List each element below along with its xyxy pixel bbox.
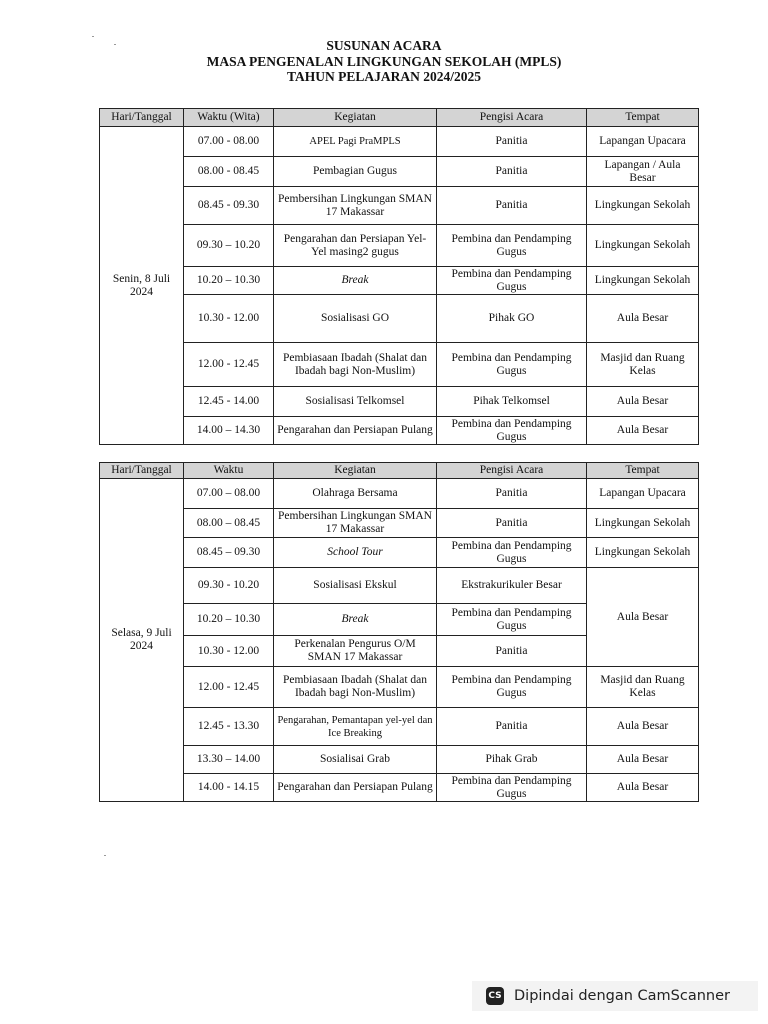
activity-cell: APEL Pagi PraMPLS (274, 127, 437, 157)
table-row (100, 667, 699, 708)
time-cell: 12.00 - 12.45 (184, 343, 274, 387)
document-heading (0, 38, 768, 85)
host-cell: Panitia (437, 479, 587, 509)
host-cell: Panitia (437, 708, 587, 746)
activity-cell: Perkenalan Pengurus O/M SMAN 17 Makassar (274, 636, 437, 667)
activity-cell: Pengarahan dan Persiapan Pulang (274, 417, 437, 445)
activity-cell: Pembiasaan Ibadah (Shalat dan Ibadah bagi Non-Muslim) (274, 667, 437, 708)
host-cell: Pembina dan Pendamping Gugus (437, 343, 587, 387)
time-cell: 12.00 - 12.45 (184, 667, 274, 708)
header-cell: Kegiatan (274, 463, 437, 479)
activity-cell (274, 708, 437, 746)
time-cell: 07.00 – 08.00 (184, 479, 274, 509)
watermark-text: Dipindai dengan CamScanner (514, 988, 731, 1004)
activity-cell: Sosialisasi GO (274, 295, 437, 343)
host-cell: Pihak GO (437, 295, 587, 343)
time-cell: 12.45 - 13.30 (184, 708, 274, 746)
time-cell: 10.30 - 12.00 (184, 636, 274, 667)
day-cell: Selasa, 9 Juli 2024 (100, 479, 184, 802)
time-cell: 09.30 - 10.20 (184, 568, 274, 604)
place-cell: Aula Besar (587, 417, 699, 445)
host-cell: Panitia (437, 509, 587, 538)
camscanner-watermark (472, 981, 758, 1011)
table-row (100, 568, 699, 604)
time-cell: 08.45 - 09.30 (184, 187, 274, 225)
place-cell: Lingkungan Sekolah (587, 225, 699, 267)
activity-cell: Sosialisai Grab (274, 746, 437, 774)
activity-cell: School Tour (274, 538, 437, 568)
place-cell: Aula Besar (587, 708, 699, 746)
host-cell: Pembina dan Pendamping Gugus (437, 604, 587, 636)
time-cell: 07.00 - 08.00 (184, 127, 274, 157)
activity-cell: Sosialisasi Ekskul (274, 568, 437, 604)
place-cell: Aula Besar (587, 295, 699, 343)
table-row (100, 538, 699, 568)
header-cell: Hari/Tanggal (100, 109, 184, 127)
time-cell: 10.20 – 10.30 (184, 604, 274, 636)
host-cell: Pembina dan Pendamping Gugus (437, 667, 587, 708)
host-cell: Pihak Grab (437, 746, 587, 774)
activity-cell: Olahraga Bersama (274, 479, 437, 509)
host-cell: Panitia (437, 127, 587, 157)
header-cell: Tempat (587, 463, 699, 479)
table-row (100, 479, 699, 509)
place-cell: Lingkungan Sekolah (587, 509, 699, 538)
table-row (100, 509, 699, 538)
time-cell: 13.30 – 14.00 (184, 746, 274, 774)
table-row (100, 708, 699, 746)
header-cell: Pengisi Acara (437, 109, 587, 127)
table-row (100, 746, 699, 774)
table-row (100, 157, 699, 187)
schedule-table-day-2 (99, 462, 699, 802)
host-cell: Panitia (437, 636, 587, 667)
host-cell: Ekstrakurikuler Besar (437, 568, 587, 604)
table-row (100, 127, 699, 157)
activity-cell: Sosialisasi Telkomsel (274, 387, 437, 417)
place-cell: Lapangan / Aula Besar (587, 157, 699, 187)
table-row (100, 295, 699, 343)
time-cell: 08.00 – 08.45 (184, 509, 274, 538)
host-cell: Pembina dan Pendamping Gugus (437, 538, 587, 568)
host-cell: Panitia (437, 157, 587, 187)
place-cell: Lingkungan Sekolah (587, 538, 699, 568)
header-cell: Waktu (184, 463, 274, 479)
time-cell: 08.45 – 09.30 (184, 538, 274, 568)
place-cell: Aula Besar (587, 774, 699, 802)
camscanner-logo-icon: CS (486, 987, 504, 1005)
place-cell: Masjid dan Ruang Kelas (587, 343, 699, 387)
time-cell: 08.00 - 08.45 (184, 157, 274, 187)
heading-line-3: TAHUN PELAJARAN 2024/2025 (286, 69, 481, 84)
place-cell: Lingkungan Sekolah (587, 187, 699, 225)
place-cell: Lingkungan Sekolah (587, 267, 699, 295)
activity-text: Pengarahan, Pemantapan yel-yel dan Ice Breaking (277, 714, 433, 739)
header-cell: Pengisi Acara (437, 463, 587, 479)
place-cell: Lapangan Upacara (587, 127, 699, 157)
table-row (100, 225, 699, 267)
time-cell: 10.20 – 10.30 (184, 267, 274, 295)
heading-line-2: MASA PENGENALAN LINGKUNGAN SEKOLAH (MPLS) (206, 53, 562, 69)
place-cell: Aula Besar (587, 568, 699, 667)
activity-cell: Pembersihan Lingkungan SMAN 17 Makassar (274, 187, 437, 225)
header-cell: Tempat (587, 109, 699, 127)
table-row (100, 417, 699, 445)
host-cell: Pihak Telkomsel (437, 387, 587, 417)
table-row (100, 387, 699, 417)
activity-cell: Break (274, 604, 437, 636)
time-cell: 09.30 – 10.20 (184, 225, 274, 267)
scan-speck (92, 36, 94, 37)
table-row (100, 187, 699, 225)
day-cell: Senin, 8 Juli 2024 (100, 127, 184, 445)
table-row (100, 774, 699, 802)
activity-cell: Pembiasaan Ibadah (Shalat dan Ibadah bagi Non-Muslim) (274, 343, 437, 387)
header-cell: Waktu (Wita) (184, 109, 274, 127)
schedule-table-day-1 (99, 108, 699, 445)
scan-speck (104, 855, 106, 856)
host-cell: Pembina dan Pendamping Gugus (437, 225, 587, 267)
table-row (100, 343, 699, 387)
place-cell: Aula Besar (587, 387, 699, 417)
host-cell: Pembina dan Pendamping Gugus (437, 267, 587, 295)
place-cell: Aula Besar (587, 746, 699, 774)
heading-line-1: SUSUNAN ACARA (326, 38, 442, 53)
activity-cell: Pembersihan Lingkungan SMAN 17 Makassar (274, 509, 437, 538)
place-cell: Lapangan Upacara (587, 479, 699, 509)
table-header-row (100, 463, 699, 479)
host-cell: Pembina dan Pendamping Gugus (437, 774, 587, 802)
host-cell: Panitia (437, 187, 587, 225)
header-cell: Hari/Tanggal (100, 463, 184, 479)
activity-cell: Break (274, 267, 437, 295)
place-cell: Masjid dan Ruang Kelas (587, 667, 699, 708)
table-row (100, 267, 699, 295)
time-cell: 14.00 – 14.30 (184, 417, 274, 445)
activity-cell: Pengarahan dan Persiapan Yel-Yel masing2 gugus (274, 225, 437, 267)
activity-cell: Pembagian Gugus (274, 157, 437, 187)
host-cell: Pembina dan Pendamping Gugus (437, 417, 587, 445)
header-cell: Kegiatan (274, 109, 437, 127)
activity-cell: Pengarahan dan Persiapan Pulang (274, 774, 437, 802)
time-cell: 12.45 - 14.00 (184, 387, 274, 417)
time-cell: 10.30 - 12.00 (184, 295, 274, 343)
table-header-row (100, 109, 699, 127)
time-cell: 14.00 - 14.15 (184, 774, 274, 802)
